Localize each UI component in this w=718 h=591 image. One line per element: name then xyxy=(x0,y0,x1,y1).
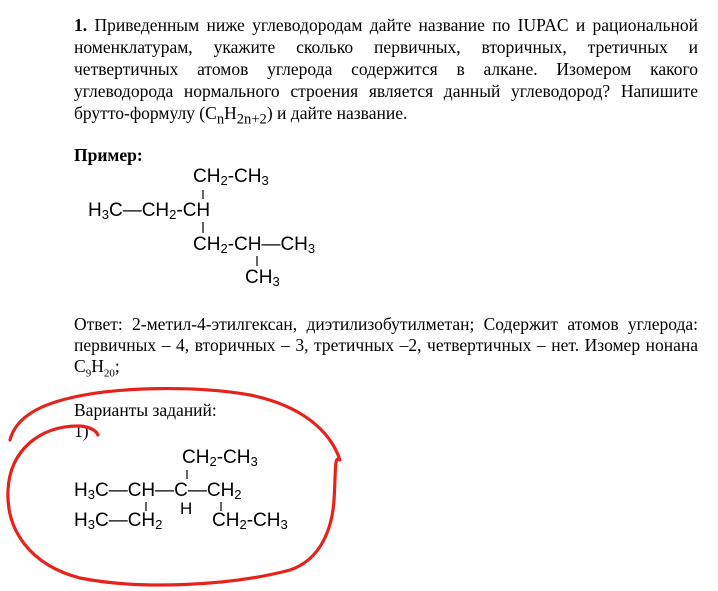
example-formula-top: $CH_2-CH_3$ xyxy=(193,166,269,188)
variant-formula-row2-left: $H_3C—CH_2$ xyxy=(74,510,163,532)
variant-formula-h: H xyxy=(180,499,193,518)
variant-formula-top: $CH_2-CH_3$ xyxy=(182,447,258,469)
task-text: Приведенным ниже углеводородам дайте название по IUPAC и рациональной номенклатурам, укажите сколько первичных, вторичных, третичных и четвертичных атомов углерода содержится в алкане. Изомером какого углеводорода нормального строения является данный углеводород? Напишите брутто-формулу (C xyxy=(74,15,699,123)
answer-sub-20: 20 xyxy=(103,367,115,380)
example-label: Пример: xyxy=(74,145,143,165)
example-formula-lower: $CH_2-CH—CH_3$ xyxy=(193,234,316,256)
example-formula-bottom: $CH_3$ xyxy=(245,267,280,289)
answer-text: Ответ: 2-метил-4-этилгексан, диэтилизобутилметан; Содержит атомов углерода: первичных – 4, вторичных – 3, третичных –2, четвертичных – нет. Изомер нонана C xyxy=(74,314,698,376)
task-text-end: ) и дайте название. xyxy=(266,103,408,123)
red-circle-annotation xyxy=(8,389,340,585)
variant-formula-row1: $H_3C—CH—C—CH_2$ xyxy=(74,480,242,502)
answer-end: ; xyxy=(114,356,120,376)
example-formula-main: $H_3C—CH_2-CH$ xyxy=(88,200,211,222)
formula-sub-n: n xyxy=(216,111,225,128)
variant-number: 1) xyxy=(74,421,89,441)
formula-h: H xyxy=(224,103,237,123)
task-number: 1. xyxy=(74,15,88,35)
formula-sub-2n2: 2n+2 xyxy=(236,111,267,128)
answer-h: H xyxy=(91,356,104,376)
answer-sub-9: 9 xyxy=(85,367,92,380)
variant-formula-row2-right: $CH_2-CH_3$ xyxy=(212,510,288,532)
variants-label: Варианты заданий: xyxy=(74,400,217,420)
